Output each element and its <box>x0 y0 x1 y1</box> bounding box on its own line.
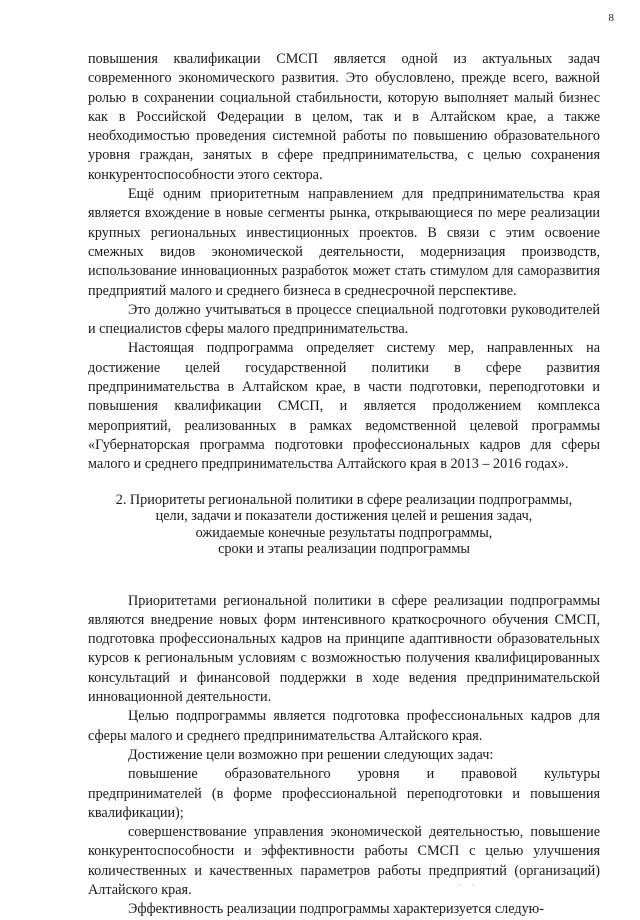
document-body <box>88 50 600 920</box>
section-heading-line: ожидаемые конечные результаты подпрограммы, <box>195 524 493 541</box>
section-heading <box>88 492 600 558</box>
scan-artifact: · · <box>458 880 477 890</box>
paragraph: совершенствование управления экономической деятельностью, повышение конкурентоспособности и эффективности работы СМСП с целью улучшения количественных и качественных параметров работы предприятий (организаций) Алтайского края. <box>88 824 600 898</box>
paragraph: Это должно учитываться в процессе специальной подготовки руководителей и специалистов сферы малого предпринимательства. <box>88 301 600 338</box>
paragraph: повышения квалификации СМСП является одной из актуальных задач современного экономического развития. Это обусловлено, прежде всего, важной ролью в сохранении социальной стабильности, которую выполняет малый бизнес как в Российской Федерации в целом, так и в Алтайском крае, а также необходимостью проведения системной работы по повышению образовательного уровня граждан, занятых в сфере предпринимательства, с целью сохранения конкурентоспособности этого сектора. <box>88 51 600 183</box>
paragraph: Целью подпрограммы является подготовка профессиональных кадров для сферы малого и среднего предпринимательства Алтайского края. <box>88 708 600 744</box>
paragraph: Ещё одним приоритетным направлением для предпринимательства края является вхождение в новые сегменты рынка, открывающиеся по мере реализации крупных региональных инвестиционных проектов. В связи с этим освоение смежных видов экономической деятельности, модернизация производств, использование инновационных разработок может стать стимулом для саморазвития предприятий малого и среднего бизнеса в среднесрочной перспективе. <box>88 186 600 299</box>
section-heading-line: сроки и этапы реализации подпрограммы <box>218 541 470 558</box>
paragraph: Настоящая подпрограмма определяет систему мер, направленных на достижение целей государственной политики в сфере развития предпринимательства в Алтайском крае, в части подготовки, переподготовки и повышения квалификации СМСП, и является продолжением комплекса мероприятий, реализованных в рамках ведомственной целевой программы «Губернаторская программа подготовки профессиональных кадров для сферы малого и среднего предпринимательства Алтайского края в 2013 – 2016 годах». <box>88 340 600 473</box>
section-heading-line: цели, задачи и показатели достижения целей и решения задач, <box>155 508 533 525</box>
page-number: 8 <box>608 12 614 24</box>
paragraph: Приоритетами региональной политики в сфере реализации подпрограммы являются внедрение новых форм интенсивного краткосрочного обучения СМСП, подготовка профессиональных кадров на принципе адаптивности образовательных курсов к региональным условиям с возможностью получения квалифицированных консультаций и финансовой поддержки в ходе ведения предпринимательской инновационной деятельности. <box>88 592 600 706</box>
paragraph: Достижение цели возможно при решении следующих задач: <box>128 746 494 763</box>
paragraph: повышение образовательного уровня и правовой культуры предпринимателей (в форме профессиональной переподготовки и повышения квалификации); <box>88 766 600 821</box>
section-heading-line: 2. Приоритеты региональной политики в сфере реализации подпрограммы, <box>115 491 573 508</box>
paragraph: Эффективность реализации подпрограммы характеризуется следую- <box>128 901 544 918</box>
